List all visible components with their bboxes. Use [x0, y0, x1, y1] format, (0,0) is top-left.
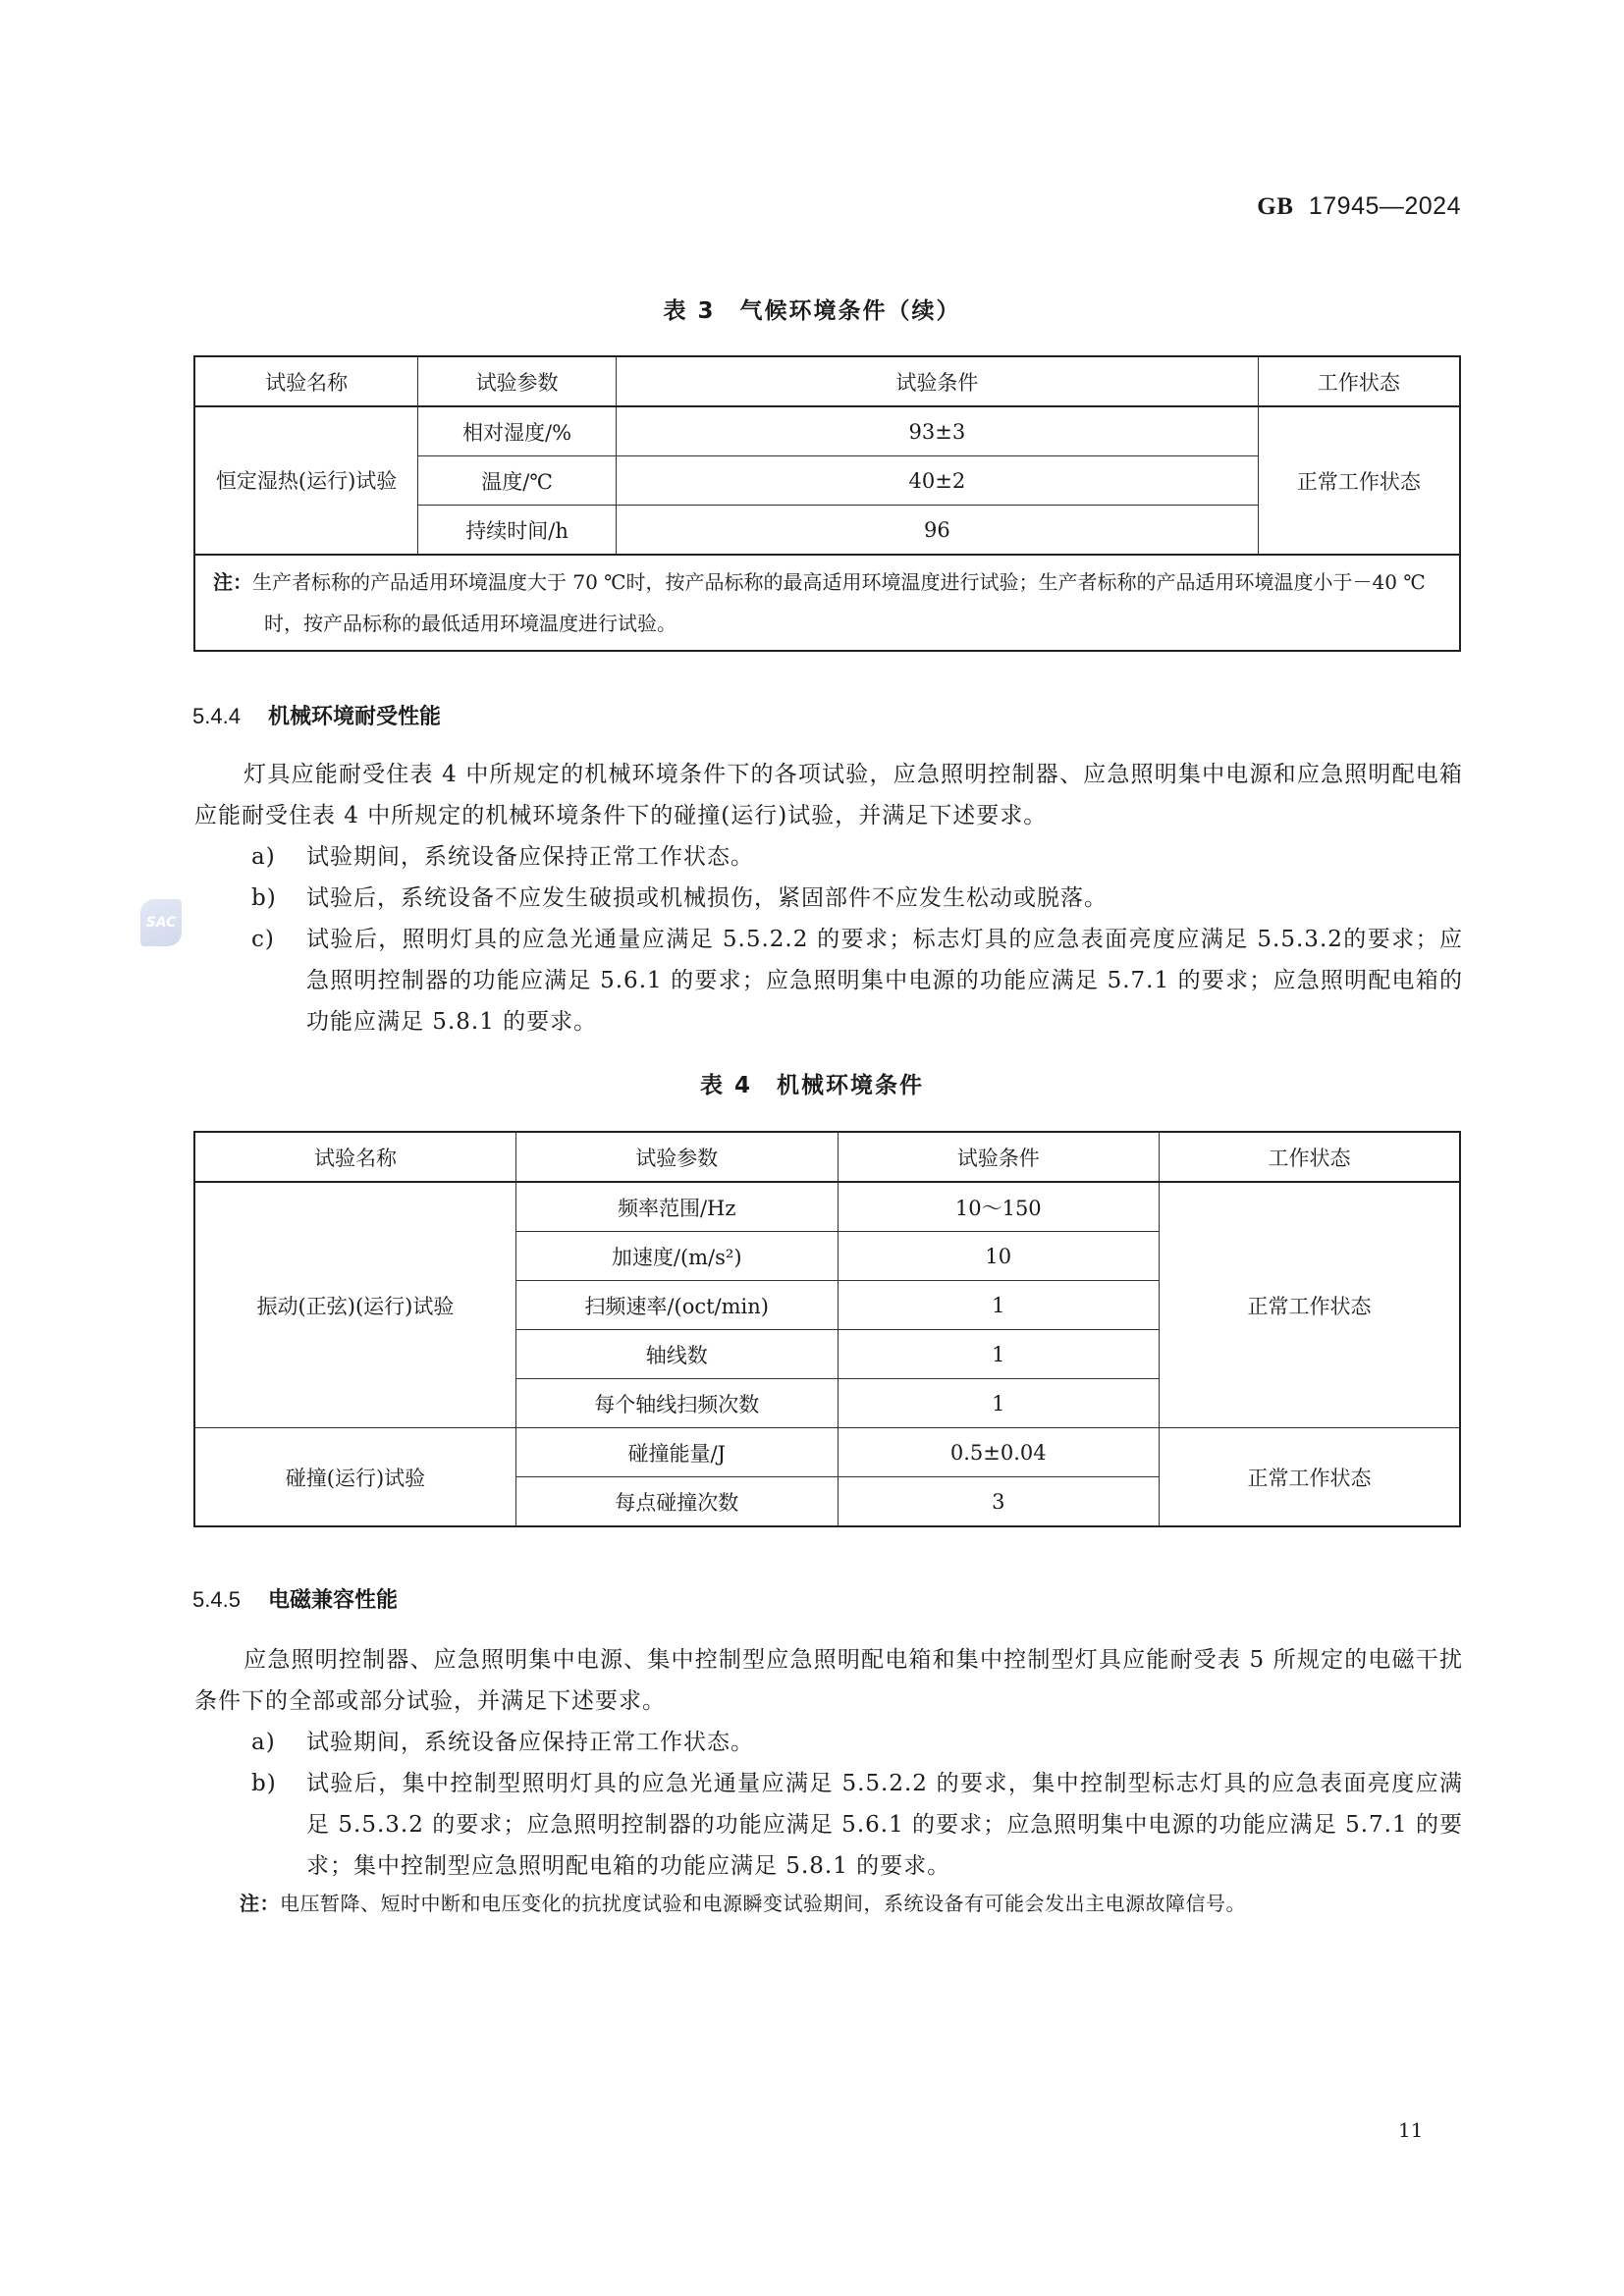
section-number: 5.4.4	[192, 704, 241, 728]
list-item	[194, 836, 1463, 878]
item-text: 试验期间，系统设备应保持正常工作状态。	[306, 844, 754, 870]
note-label: 注：	[240, 1892, 280, 1915]
param-cell: 持续时间/h	[418, 506, 617, 556]
standard-number: 17945—2024	[1308, 192, 1461, 220]
param-cell: 每点碰撞次数	[515, 1477, 838, 1527]
paragraph: 应急照明控制器、应急照明集中电源、集中控制型应急照明配电箱和集中控制型灯具应能耐受表 5 所规定的电磁干扰条件下的全部或部分试验，并满足下述要求。	[194, 1647, 1463, 1714]
condition-cell: 1	[838, 1281, 1160, 1330]
item-text: 试验期间，系统设备应保持正常工作状态。	[306, 1730, 754, 1755]
table4-header-cell: 试验名称	[194, 1132, 515, 1182]
note-text: 生产者标称的产品适用环境温度大于 70 ℃时，按产品标称的最高适用环境温度进行试验；生产者标称的产品适用环境温度小于－40 ℃时，按产品标称的最低适用环境温度进行试验。	[252, 570, 1426, 635]
item-label: b)	[251, 1771, 277, 1796]
item-label: a)	[251, 844, 276, 870]
test-name-cell: 振动(正弦)(运行)试验	[194, 1182, 515, 1428]
paragraph: 灯具应能耐受住表 4 中所规定的机械环境条件下的各项试验，应急照明控制器、应急照明集中电源和应急照明配电箱应能耐受住表 4 中所规定的机械环境条件下的碰撞(运行)试验，并满足下述要求。	[194, 762, 1463, 828]
item-text: 试验后，系统设备不应发生破损或机械损伤，紧固部件不应发生松动或脱落。	[306, 885, 1108, 911]
item-label: c)	[251, 927, 275, 952]
list-item	[194, 878, 1463, 919]
table-row	[194, 406, 1460, 456]
table3-note	[194, 555, 1460, 651]
list-item	[194, 1763, 1463, 1887]
table3	[193, 355, 1461, 652]
section-title: 机械环境耐受性能	[267, 705, 441, 729]
table3-note-row	[194, 555, 1460, 651]
param-cell: 碰撞能量/J	[515, 1428, 838, 1477]
condition-cell: 40±2	[616, 456, 1258, 506]
table3-caption: 表 3 气候环境条件（续）	[663, 298, 961, 324]
standard-code	[1257, 192, 1461, 221]
section-545-note	[240, 1888, 1246, 1916]
param-cell: 扫频速率/(oct/min)	[515, 1281, 838, 1330]
table3-header-cell: 工作状态	[1258, 356, 1460, 406]
condition-cell: 1	[838, 1379, 1160, 1428]
sac-watermark-logo: SAC	[140, 899, 182, 946]
list-item	[194, 1722, 1463, 1763]
note-label: 注：	[213, 570, 252, 594]
condition-cell: 10	[838, 1232, 1160, 1281]
section-545-body	[194, 1639, 1463, 1887]
condition-cell: 10～150	[838, 1182, 1160, 1232]
condition-cell: 1	[838, 1330, 1160, 1379]
table4	[193, 1131, 1461, 1527]
list-item	[194, 919, 1463, 1042]
param-cell: 频率范围/Hz	[515, 1182, 838, 1232]
status-cell: 正常工作状态	[1160, 1182, 1460, 1428]
item-text: 试验后，照明灯具的应急光通量应满足 5.5.2.2 的要求；标志灯具的应急表面亮度应满足 5.5.3.2的要求；应急照明控制器的功能应满足 5.6.1 的要求；应急照明集中电源的功能应满足 5.7.1 的要求；应急照明配电箱的功能应满足 5.8.1 的要求。	[306, 927, 1463, 1035]
param-cell: 每个轴线扫频次数	[515, 1379, 838, 1428]
status-cell: 正常工作状态	[1160, 1428, 1460, 1527]
table4-header-cell: 试验条件	[838, 1132, 1160, 1182]
item-text: 试验后，集中控制型照明灯具的应急光通量应满足 5.5.2.2 的要求，集中控制型标志灯具的应急表面亮度应满足 5.5.3.2 的要求；应急照明控制器的功能应满足 5.6.1 的要求；应急照明集中电源的功能应满足 5.7.1 的要求；集中控制型应急照明配电箱的功能应满足 5.8.1 的要求。	[306, 1771, 1463, 1879]
status-cell: 正常工作状态	[1258, 406, 1460, 555]
param-cell: 加速度/(m/s²)	[515, 1232, 838, 1281]
section-heading	[192, 700, 441, 730]
table-row	[194, 1182, 1460, 1232]
table3-header-cell: 试验名称	[194, 356, 418, 406]
condition-cell: 96	[616, 506, 1258, 556]
section-number: 5.4.5	[192, 1587, 241, 1612]
section-title: 电磁兼容性能	[267, 1588, 398, 1613]
section-544-body	[194, 754, 1463, 1042]
table4-header-cell: 工作状态	[1160, 1132, 1460, 1182]
table3-header-cell: 试验条件	[616, 356, 1258, 406]
item-label: b)	[251, 885, 277, 911]
condition-cell: 93±3	[616, 406, 1258, 456]
condition-cell: 0.5±0.04	[838, 1428, 1160, 1477]
note-text: 电压暂降、短时中断和电压变化的抗扰度试验和电源瞬变试验期间，系统设备有可能会发出主电源故障信号。	[280, 1892, 1246, 1915]
table3-header-row	[194, 356, 1460, 406]
item-label: a)	[251, 1730, 276, 1755]
param-cell: 相对湿度/%	[418, 406, 617, 456]
page-number: 11	[1398, 2118, 1424, 2142]
test-name-cell: 恒定湿热(运行)试验	[194, 406, 418, 555]
section-heading	[192, 1583, 398, 1614]
table3-header-cell: 试验参数	[418, 356, 617, 406]
param-cell: 温度/℃	[418, 456, 617, 506]
table4-header-row	[194, 1132, 1460, 1182]
table4-header-cell: 试验参数	[515, 1132, 838, 1182]
standard-prefix: GB	[1257, 193, 1294, 220]
table4-caption: 表 4 机械环境条件	[699, 1073, 924, 1098]
param-cell: 轴线数	[515, 1330, 838, 1379]
condition-cell: 3	[838, 1477, 1160, 1527]
test-name-cell: 碰撞(运行)试验	[194, 1428, 515, 1527]
table-row	[194, 1428, 1460, 1477]
